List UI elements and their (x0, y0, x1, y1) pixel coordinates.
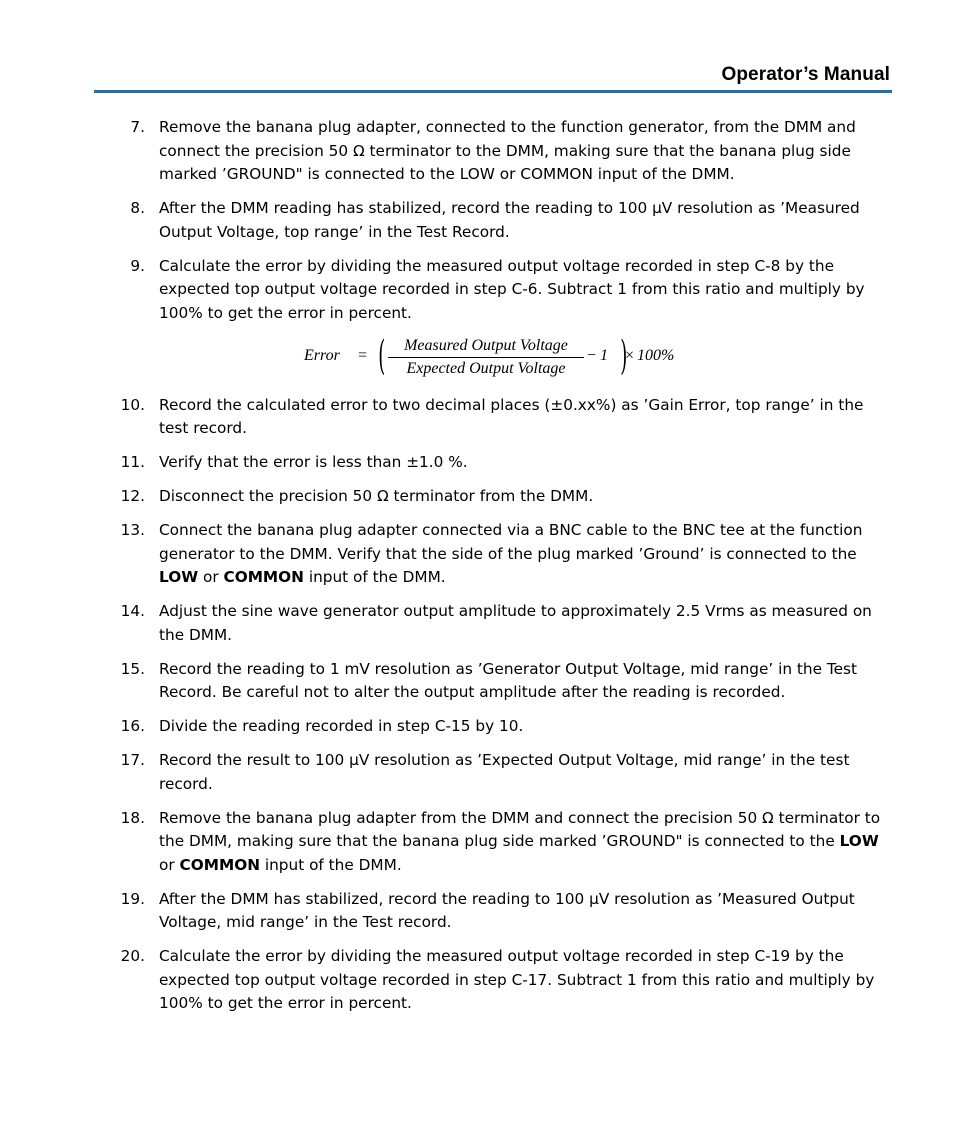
step-text: Disconnect the precision 50 Ω terminator from the DMM. (159, 487, 594, 505)
step-item (0, 658, 954, 705)
formula-minus: − (587, 346, 597, 364)
step-text: Divide the reading recorded in step C-15 by 10. (159, 717, 524, 735)
fraction-bar (388, 357, 584, 358)
step-text: Remove the banana plug adapter, connected to the function generator, from the DMM and connect the precision 50 Ω terminator to the DMM, making sure that the banana plug side marked ’GROUND" is connected to the LOW or COMMON input of the DMM. (159, 118, 856, 183)
step-number: 10. (120, 395, 145, 414)
step-text: After the DMM has stabilized, record the reading to 100 µV resolution as ’Measured Output Voltage, mid range’ in the Test record. (159, 889, 855, 931)
step-text: Verify that the error is less than ±1.0 %. (159, 453, 468, 471)
formula-fraction (388, 336, 584, 379)
step-item (0, 394, 954, 441)
step-text-part: or (198, 568, 224, 586)
header-divider (94, 90, 892, 93)
procedure-steps (0, 116, 954, 1026)
formula-denominator: Expected Output Voltage (406, 359, 566, 377)
step-text-bold: COMMON (223, 568, 304, 586)
step-text-part: input of the DMM. (303, 568, 446, 586)
step-item (0, 197, 954, 244)
formula-left-paren: ( (378, 332, 386, 379)
step-text-part: Connect the banana plug adapter connected via a BNC cable to the BNC tee at the function generator to the DMM. Verify that the side of the plug marked ’Ground’ is connected to the (159, 521, 863, 563)
step-text-bold: LOW (839, 832, 879, 850)
step-number: 15. (120, 659, 145, 678)
step-item (0, 749, 954, 796)
step-text-bold: LOW (159, 568, 199, 586)
step-text-part: Remove the banana plug adapter from the DMM and connect the precision 50 Ω terminator to the DMM, making sure that the banana plug side marked ’GROUND" is connected to the (159, 808, 881, 850)
step-text: Record the reading to 1 mV resolution as ’Generator Output Voltage, mid range’ in the Test Record. Be careful not to alter the output amplitude after the reading is recorded. (159, 659, 858, 701)
step-number: 13. (120, 521, 145, 539)
formula-percent: 100% (637, 346, 675, 364)
step-number: 20. (120, 947, 145, 965)
step-number: 7. (130, 118, 145, 136)
formula-one: 1 (600, 346, 608, 364)
step-item (0, 519, 954, 590)
step-number: 19. (120, 889, 145, 908)
formula-times: × (625, 346, 635, 364)
step-number: 18. (120, 808, 145, 827)
step-number: 9. (130, 256, 145, 275)
step-number: 17. (120, 751, 145, 769)
formula-lhs: Error (304, 346, 340, 364)
step-item (0, 945, 954, 1016)
step-text (159, 521, 862, 586)
step-item (0, 807, 954, 878)
step-text-bold: COMMON (179, 855, 260, 874)
page-header-title: Operator’s Manual (721, 64, 890, 85)
step-item (0, 888, 954, 935)
step-item (0, 600, 954, 647)
step-number: 16. (120, 717, 145, 735)
step-number: 11. (120, 453, 145, 471)
step-text: Calculate the error by dividing the measured output voltage recorded in step C-8 by the expected top output voltage recorded in step C-6. Subtract 1 from this ratio and multiply by 100% to get the error in percent. (159, 256, 865, 322)
step-item (0, 451, 954, 475)
formula-right-paren: ) (620, 332, 628, 379)
step-text (159, 809, 880, 874)
step-text: Record the result to 100 µV resolution as ’Expected Output Voltage, mid range’ in the test record. (159, 751, 850, 793)
step-item (0, 715, 954, 739)
step-text: Adjust the sine wave generator output amplitude to approximately 2.5 Vrms as measured on the DMM. (159, 602, 872, 644)
step-text: After the DMM reading has stabilized, record the reading to 100 µV resolution as ’Measured Output Voltage, top range’ in the Test Record. (159, 199, 860, 241)
step-item (0, 255, 954, 326)
step-item (0, 116, 954, 187)
formula-numerator: Measured Output Voltage (404, 336, 568, 354)
step-item (0, 485, 954, 509)
formula-equals: = (358, 346, 368, 364)
step-number: 8. (130, 199, 145, 217)
error-formula (0, 332, 954, 382)
step-text-part: or (159, 855, 180, 874)
step-number: 12. (120, 487, 145, 505)
step-text: Calculate the error by dividing the measured output voltage recorded in step C-19 by the expected top output voltage recorded in step C-17. Subtract 1 from this ratio and multiply by 100% to get the error in percent. (159, 947, 875, 1012)
step-number: 14. (120, 602, 145, 620)
step-text: Record the calculated error to two decimal places (±0.xx%) as ’Gain Error, top range’ in the test record. (159, 395, 864, 437)
step-text-part: input of the DMM. (260, 855, 402, 874)
